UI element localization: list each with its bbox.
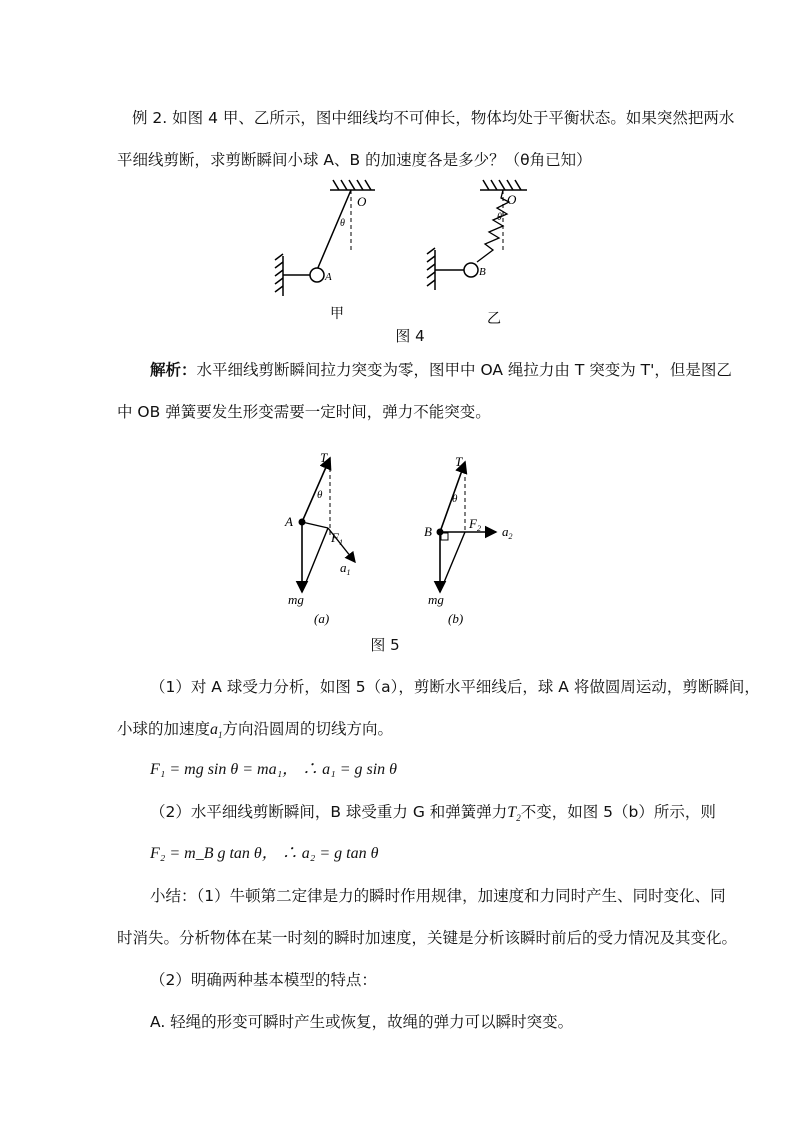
analysis-line-1 bbox=[150, 360, 732, 380]
part1-line-1: （1）对 A 球受力分析，如图 5（a），剪断水平细线后，球 A 将做圆周运动，剪断瞬间， bbox=[150, 678, 760, 696]
label-theta-left: θ bbox=[340, 218, 345, 229]
ball-B bbox=[464, 263, 478, 277]
analysis-line-2: 中 OB 弹簧要发生形变需要一定时间，弹力不能突变。 bbox=[117, 403, 491, 421]
label-a2: $a_2$ bbox=[502, 524, 513, 541]
summary-line-3: （2）明确两种基本模型的特点： bbox=[150, 971, 377, 989]
point-A bbox=[299, 519, 306, 526]
figure-4 bbox=[265, 178, 565, 328]
label-mg-a: mg bbox=[288, 592, 304, 607]
label-B: B bbox=[479, 266, 486, 278]
figure-5-caption: 图 5 bbox=[370, 636, 400, 654]
part1-line-2b: 方向沿圆周的切线方向。 bbox=[222, 720, 394, 738]
label-T1: $T_1$ bbox=[320, 450, 332, 467]
equation-2: F₂ = m_B g tan θ， ∴ a₂ = g tan θ bbox=[150, 845, 379, 862]
figure-4-caption: 图 4 bbox=[395, 327, 425, 345]
summary-line-4: A. 轻绳的形变可瞬时产生或恢复，故绳的弹力可以瞬时突变。 bbox=[150, 1013, 574, 1031]
label-B-fig5: B bbox=[424, 524, 432, 539]
ball-A bbox=[310, 268, 324, 282]
symbol-T2: $T_2$ bbox=[507, 804, 521, 824]
sub-label-jia: 甲 bbox=[330, 306, 344, 322]
example-line-2: 平细线剪断，求剪断瞬间小球 A、B 的加速度各是多少？（θ角已知） bbox=[117, 151, 592, 169]
label-theta-right: θ bbox=[497, 212, 502, 223]
wall-left bbox=[275, 254, 283, 296]
summary-line-2: 时消失。分析物体在某一时刻的瞬时加速度，关键是分析该瞬时前后的受力情况及其变化。 bbox=[117, 929, 738, 947]
part2-line-1b: 不变，如图 5（b）所示，则 bbox=[520, 803, 716, 821]
label-F1: $F_1$ bbox=[331, 530, 343, 547]
F1-short bbox=[302, 522, 328, 528]
label-theta-a: θ bbox=[317, 489, 323, 501]
triangle-a bbox=[302, 528, 328, 592]
label-A-fig5: A bbox=[285, 514, 293, 529]
force-T1 bbox=[302, 458, 330, 522]
label-O-right: O bbox=[507, 192, 517, 207]
ceiling-right bbox=[480, 180, 527, 190]
ceiling-left bbox=[330, 180, 375, 190]
part2-line-1a: （2）水平细线剪断瞬间，B 球受重力 G 和弹簧弹力 bbox=[150, 803, 508, 821]
part1-line-2a: 小球的加速度 bbox=[117, 720, 211, 738]
diagram-b bbox=[424, 454, 513, 626]
part1-line-2 bbox=[117, 719, 393, 745]
label-a-caption: (a) bbox=[314, 611, 330, 626]
label-A: A bbox=[325, 271, 332, 283]
sub-label-yi: 乙 bbox=[487, 311, 501, 327]
label-T2: $T_2$ bbox=[455, 454, 467, 471]
figure-5 bbox=[280, 440, 540, 635]
triangle-b bbox=[440, 532, 465, 592]
point-B bbox=[437, 529, 444, 536]
spring-OB bbox=[477, 190, 509, 262]
equation-1: F₁ = mg sin θ = ma₁， ∴ a₁ = g sin θ bbox=[150, 761, 398, 778]
label-mg-b: mg bbox=[428, 592, 444, 607]
wall-right bbox=[427, 248, 435, 290]
label-F2: $F_2$ bbox=[469, 516, 481, 533]
example-line-1: 例 2. 如图 4 甲、乙所示，图中细线均不可伸长，物体均处于平衡状态。如果突然把两水 bbox=[132, 109, 735, 127]
label-a1: $a_1$ bbox=[340, 560, 351, 577]
label-b-caption: (b) bbox=[448, 611, 464, 626]
diagram-a bbox=[284, 450, 355, 626]
string-OA bbox=[317, 190, 351, 270]
label-theta-b: θ bbox=[452, 493, 458, 505]
symbol-a1: $a_1$ bbox=[210, 721, 223, 741]
label-O-left: O bbox=[357, 194, 367, 209]
summary-line-1: 小结：（1）牛顿第二定律是力的瞬时作用规律，加速度和力同时产生、同时变化、同 bbox=[150, 887, 726, 905]
part2-line-1 bbox=[150, 802, 716, 828]
analysis-line-1-text: 水平细线剪断瞬间拉力突变为零，图甲中 OA 绳拉力由 T 突变为 T'，但是图乙 bbox=[196, 361, 732, 379]
analysis-heading: 解析： bbox=[150, 361, 197, 379]
